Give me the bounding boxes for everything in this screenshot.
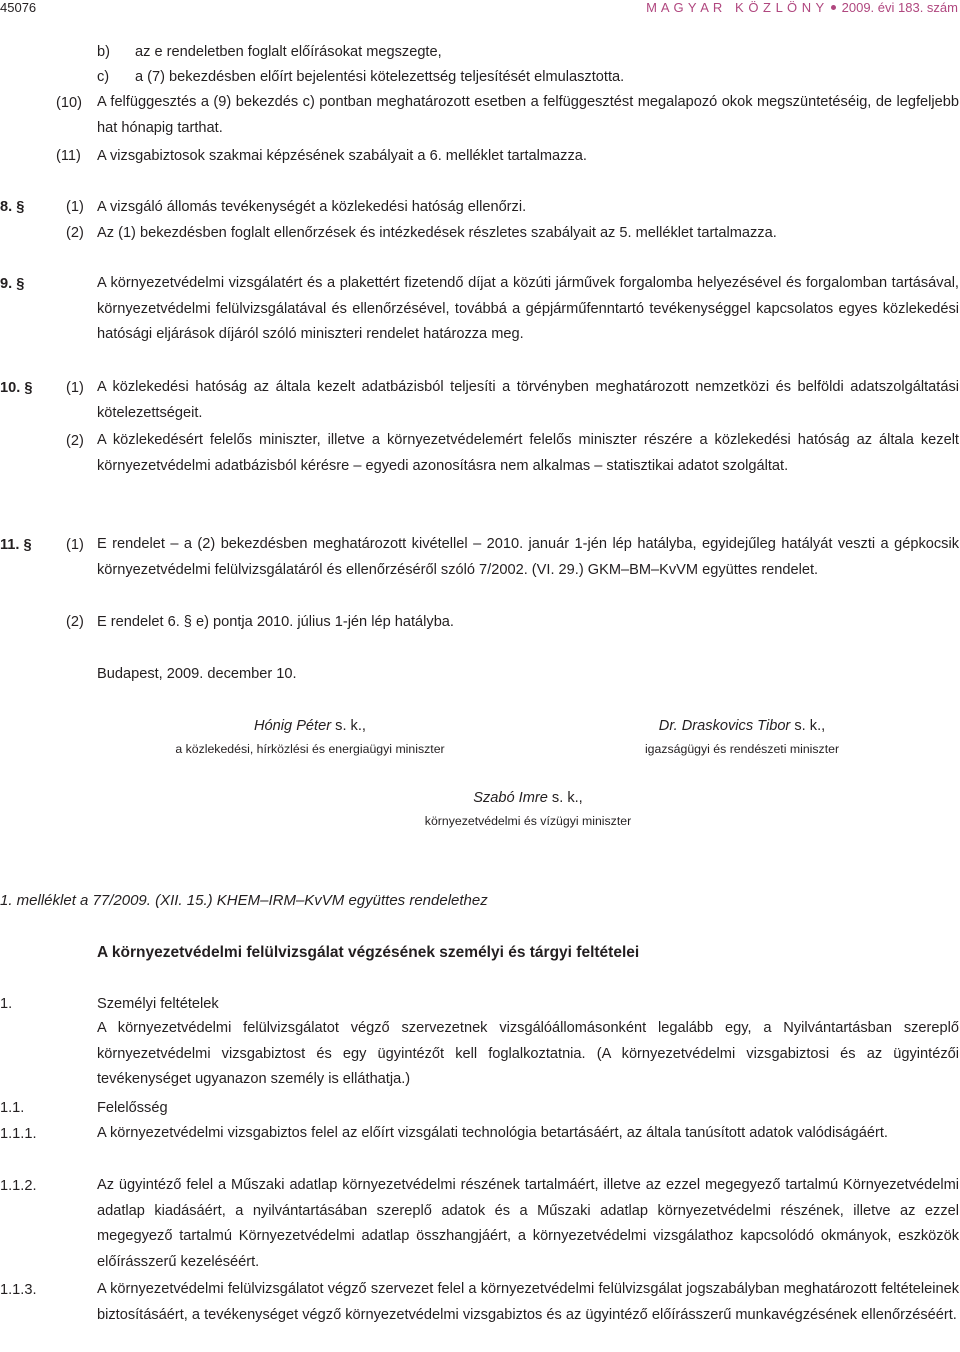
paragraph-label: (1)	[66, 380, 84, 396]
paragraph-label: (2)	[66, 225, 84, 241]
item-text: az e rendeletben foglalt előírásokat megszegte,	[135, 44, 442, 60]
paragraph-label: (11)	[56, 148, 81, 164]
item-number: 1.1.1.	[0, 1126, 37, 1142]
item-heading: Személyi feltételek	[97, 996, 219, 1012]
signature-role: környezetvédelmi és vízügyi miniszter	[424, 814, 632, 828]
paragraph-text: A felfüggesztés a (9) bekezdés c) pontban meghatározott esetben a felfüggesztést megalapozó okok megszüntetéséig, de legfeljebb hat hónapig tarthat.	[97, 94, 959, 136]
paragraph-label: (1)	[66, 199, 84, 215]
page-header	[0, 0, 958, 18]
journal-title: M A G Y A R K Ö Z L Ö N Y	[646, 0, 825, 15]
section-label: 10. §	[0, 380, 33, 396]
signature-name: Dr. Draskovics Tibor s. k.,	[658, 718, 826, 734]
item-text: A környezetvédelmi felülvizsgálatot végző szervezetnek vizsgálóállomásonként legalább egy, a Nyilvántartásban szereplő környezetvédelmi vizsgabiztost és egy ügyintézőt kell foglalkoztatnia. (A környezetvédelmi vizsgabiztosi és az ügyintézői tevékenységet ugyanazon személy is elláthatja.)	[97, 1020, 959, 1087]
signature-name: Szabó Imre s. k.,	[473, 790, 583, 806]
item-label: b)	[97, 44, 110, 60]
paragraph-text: A vizsgabiztosok szakmai képzésének szabályait a 6. melléklet tartalmazza.	[97, 148, 587, 164]
item-number: 1.	[0, 996, 13, 1012]
section-label: 9. §	[0, 276, 25, 292]
signature-name: Hónig Péter s. k.,	[254, 718, 366, 734]
item-text: A környezetvédelmi vizsgabiztos felel az előírt vizsgálati technológia betartásáért, az általa tanúsított adatok valódiságáért.	[97, 1125, 888, 1141]
paragraph-text: E rendelet 6. § e) pontja 2010. július 1-jén lép hatályba.	[97, 614, 454, 630]
place-date: Budapest, 2009. december 10.	[97, 666, 297, 682]
issue-number: 2009. évi 183. szám	[841, 0, 958, 15]
signature-role: igazságügyi és rendészeti miniszter	[644, 742, 840, 756]
paragraph-label: (2)	[66, 614, 84, 630]
running-head	[646, 0, 958, 15]
item-text: a (7) bekezdésben előírt bejelentési kötelezettség teljesítését elmulasztotta.	[135, 69, 625, 85]
paragraph-text: A vizsgáló állomás tevékenységét a közlekedési hatóság ellenőrzi.	[97, 199, 527, 215]
item-text: A környezetvédelmi felülvizsgálatot végző szervezet felel a környezetvédelmi felülvizsgálat jogszabályban meghatározott feltételeinek biztosításáért, a tevékenységet végző környezetvédelmi vizsgabiztos és az ügyintéző előírásszerű munkavégzésének ellenőrzéséért.	[97, 1281, 959, 1323]
paragraph-label: (1)	[66, 537, 84, 553]
bullet-icon	[831, 5, 836, 10]
annex-title: 1. melléklet a 77/2009. (XII. 15.) KHEM–IRM–KvVM együttes rendelethez	[0, 892, 488, 909]
item-label: c)	[97, 69, 110, 85]
paragraph-text: Az (1) bekezdésben foglalt ellenőrzések és intézkedések részletes szabályait az 5. melléklet tartalmazza.	[97, 225, 777, 241]
paragraph-label: (2)	[66, 433, 84, 449]
item-heading: Felelősség	[97, 1100, 168, 1116]
paragraph-label: (10)	[56, 95, 82, 111]
paragraph-text: A közlekedésért felelős miniszter, illetve a környezetvédelemért felelős miniszter részére a közlekedési hatóság az általa kezelt környezetvédelmi adatbázisból kérésre – egyedi azonosításra nem alkalmas – statisztikai adatot szolgáltat.	[97, 432, 959, 474]
annex-heading: A környezetvédelmi felülvizsgálat végzésének személyi és tárgyi feltételei	[97, 944, 640, 961]
item-number: 1.1.2.	[0, 1178, 37, 1194]
item-number: 1.1.	[0, 1100, 25, 1116]
item-text: Az ügyintéző felel a Műszaki adatlap környezetvédelmi részének tartalmáért, illetve az ezzel megegyező tartalmú Környezetvédelmi adatlap kiadásáért, a nyilvántartásában szereplő adatok és a Műszaki adatlap környezetvédelmi részének, illetve az ezzel megegyező tartalmú Környezetvédelmi adatlap összhangjáért, a környezetvédelmi vizsgálathoz kapcsolódó okmányok, eszközök előírásszerű kezeléséért.	[97, 1177, 959, 1270]
section-label: 8. §	[0, 199, 25, 215]
signature-role: a közlekedési, hírközlési és energiaügyi miniszter	[175, 742, 445, 756]
section-label: 11. §	[0, 537, 32, 553]
section-text: A környezetvédelmi vizsgálatért és a plakettért fizetendő díjat a közúti járművek forgalomba helyezésével és forgalomban tartásával, környezetvédelmi felülvizsgálatával és ellenőrzésével, továbbá a gépjárműfenntartó tevékenységgel kapcsolatos egyes közlekedési hatósági eljárások díjáról szóló miniszteri rendelet határozza meg.	[97, 275, 959, 342]
paragraph-text: E rendelet – a (2) bekezdésben meghatározott kivétellel – 2010. január 1-jén lép hatályba, egyidejűleg hatályát veszti a gépkocsik környezetvédelmi felülvizsgálatáról és ellenőrzéséről szóló 7/2002. (VI. 29.) GKM–BM–KvVM együttes rendelet.	[97, 536, 959, 578]
page-number: 45076	[0, 0, 37, 15]
item-number: 1.1.3.	[0, 1282, 37, 1298]
paragraph-text: A közlekedési hatóság az általa kezelt adatbázisból teljesíti a törvényben meghatározott nemzetközi és belföldi adatszolgáltatási kötelezettségeit.	[97, 379, 959, 421]
